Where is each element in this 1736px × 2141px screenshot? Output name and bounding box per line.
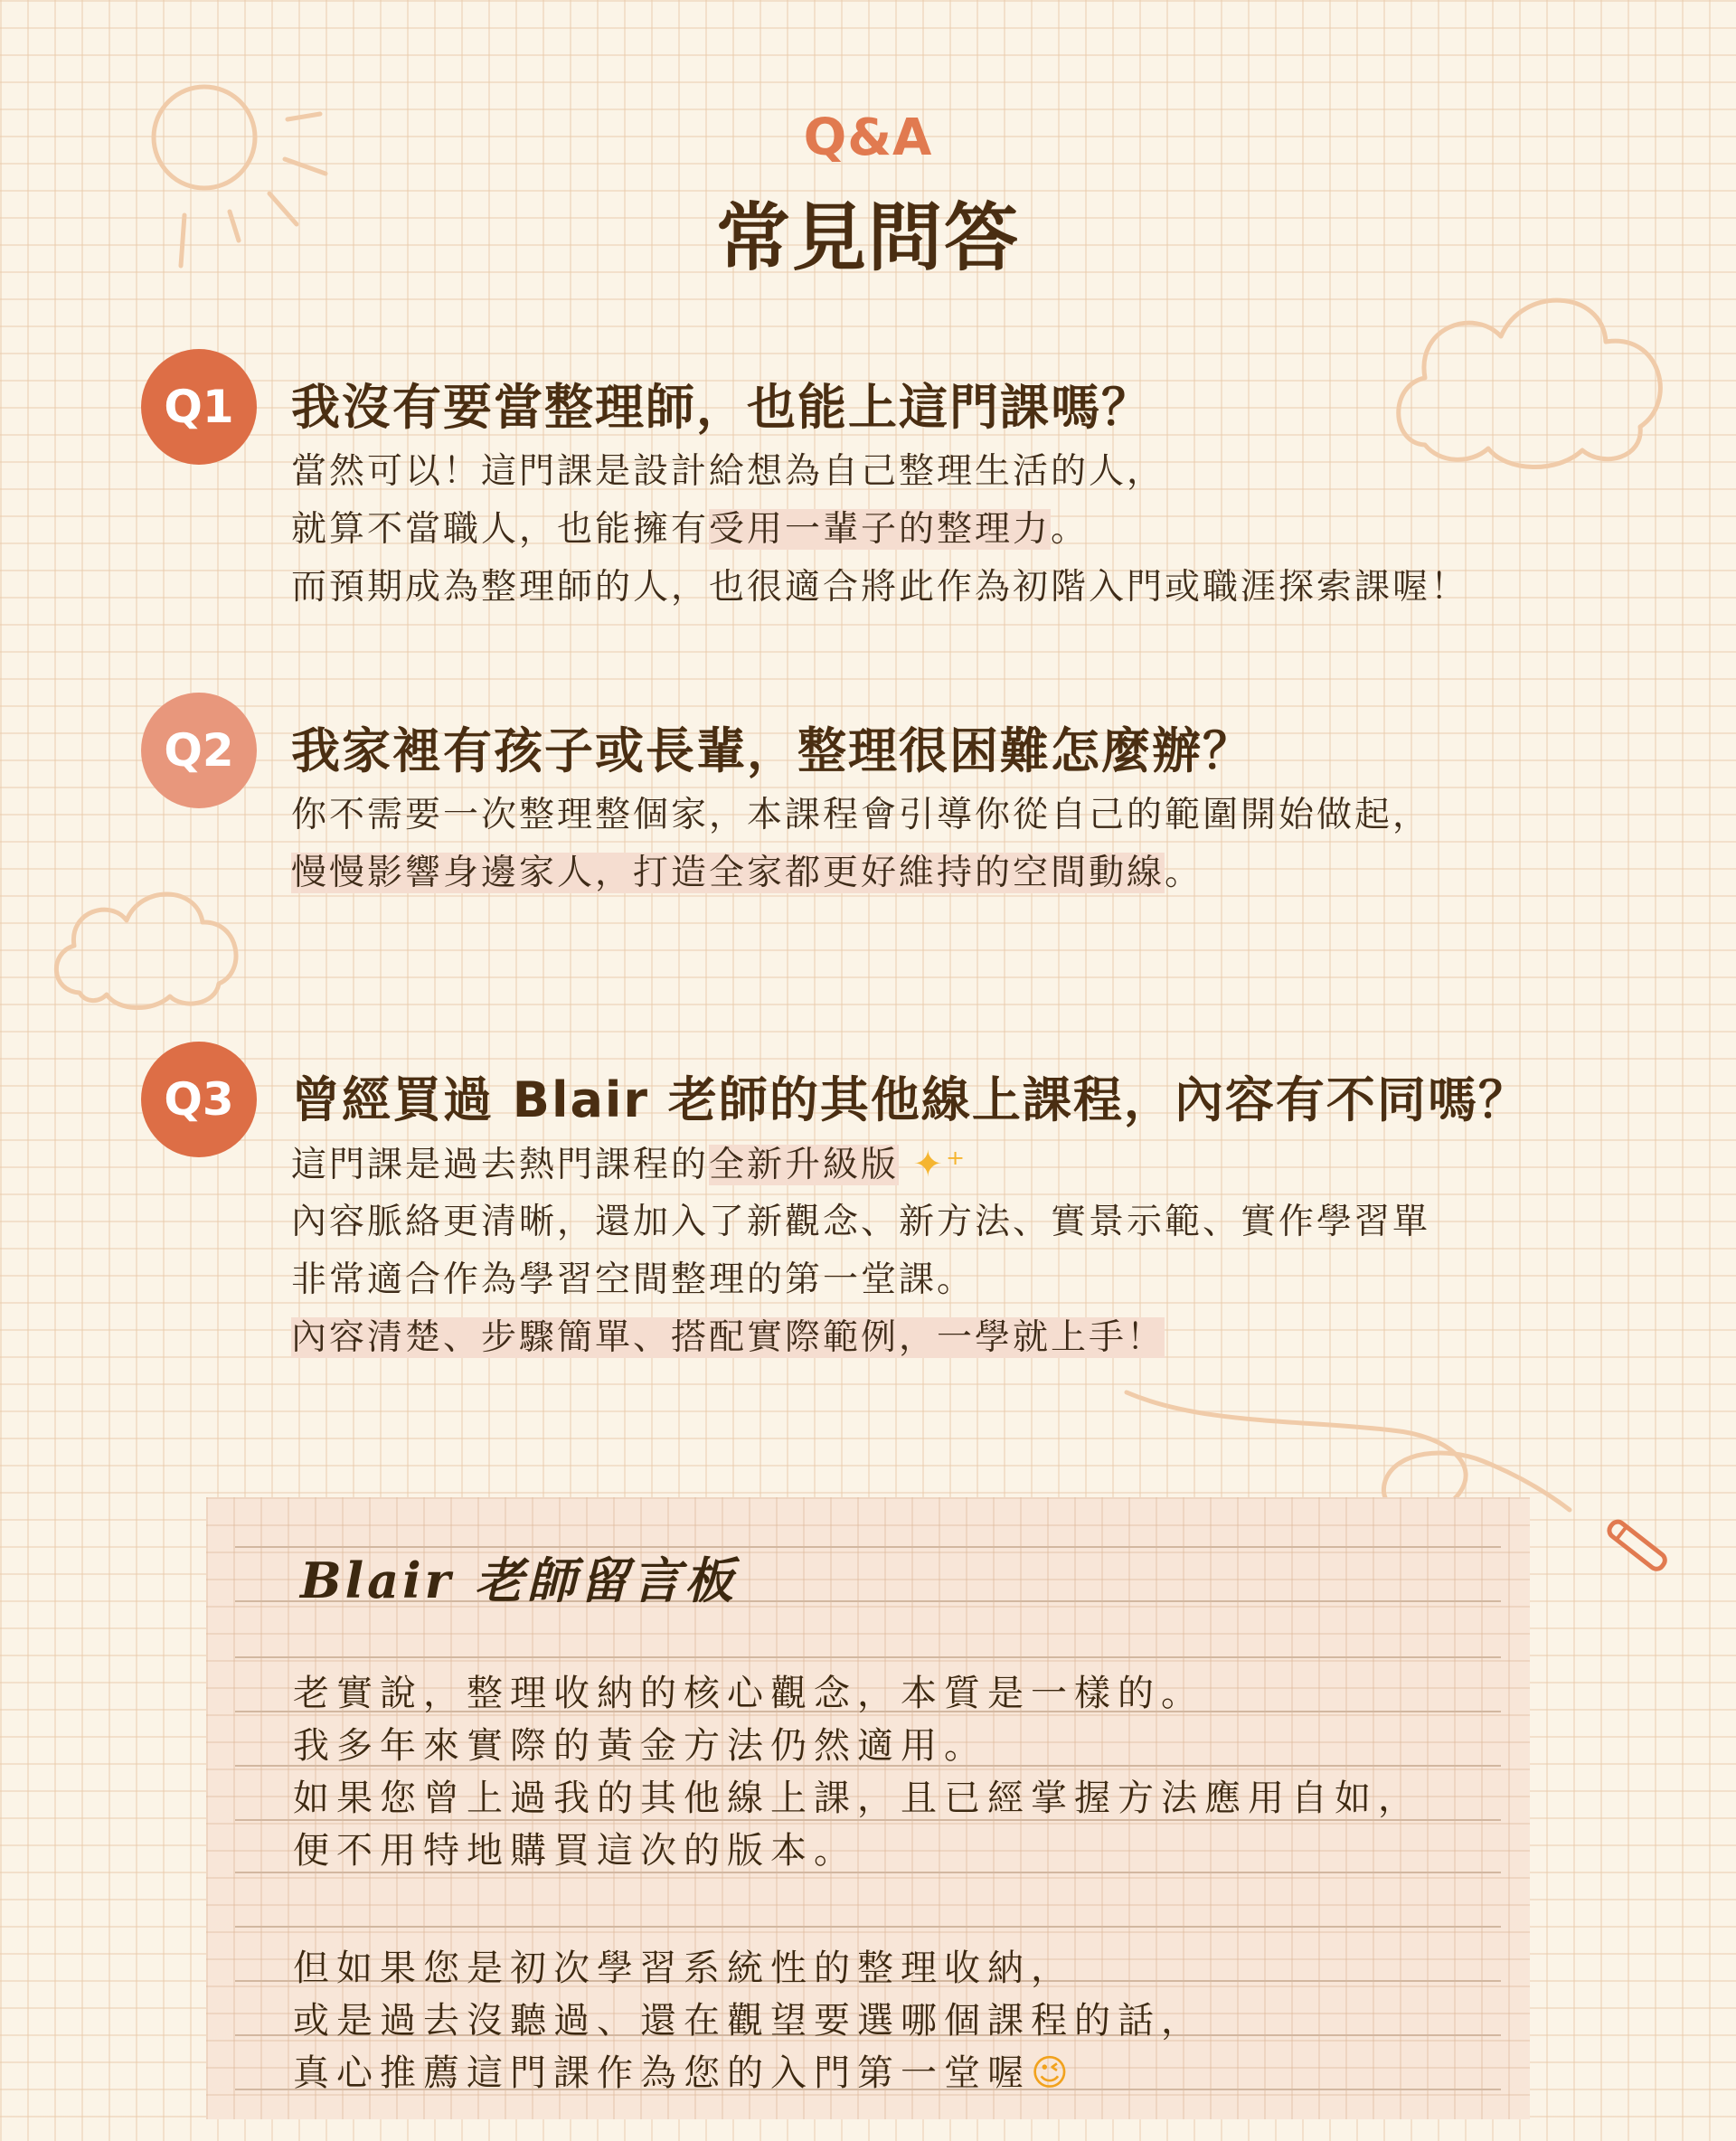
message-board — [206, 1497, 1530, 2119]
q3-answer-line-4 — [291, 1309, 1430, 1367]
q3-badge: Q3 — [141, 1042, 257, 1157]
q1-answer-line-2 — [291, 501, 1468, 559]
cloud-doodle-icon — [47, 881, 241, 1009]
q2-answer — [291, 787, 1430, 902]
q3-answer — [291, 1136, 1430, 1367]
q2-badge: Q2 — [141, 693, 257, 808]
q1-answer — [291, 443, 1468, 617]
board-line: 便不用特地購買這次的版本。 — [293, 1830, 857, 1872]
board-line: 但如果您是初次學習系統性的整理收納， — [293, 1948, 1074, 1989]
board-line: 老實說，整理收納的核心觀念，本質是一樣的。 — [293, 1673, 1204, 1714]
board-rule — [235, 1926, 1501, 1928]
board-rule — [235, 1656, 1501, 1658]
board-paragraph-1 — [293, 1667, 1421, 1877]
qa-kicker: Q&A — [803, 108, 933, 167]
q2-answer-line-2 — [291, 844, 1430, 902]
q1-answer-line-1: 當然可以！這門課是設計給想為自己整理生活的人， — [291, 451, 1165, 492]
q3-answer-line-1-pre: 這門課是過去熱門課程的 — [291, 1145, 710, 1185]
q3-answer-highlight-summary: 內容清楚、步驟簡單、搭配實際範例，一學就上手！ — [291, 1317, 1165, 1358]
q1-badge: Q1 — [141, 349, 257, 465]
board-line: 如果您曾上過我的其他線上課，且已經掌握方法應用自如， — [293, 1778, 1421, 1819]
q3-answer-line-3: 非常適合作為學習空間整理的第一堂課。 — [291, 1259, 976, 1300]
board-line: 或是過去沒聽過、還在觀望要選哪個課程的話， — [293, 2000, 1204, 2042]
q3-answer-line-2: 內容脈絡更清晰，還加入了新觀念、新方法、實景示範、實作學習單 — [291, 1202, 1431, 1242]
board-title: Blair 老師留言板 — [300, 1552, 737, 1609]
q3-answer-line-1 — [291, 1136, 1430, 1193]
q1-answer-highlight: 受用一輩子的整理力 — [709, 509, 1052, 550]
board-line: 我多年來實際的黃金方法仍然適用。 — [293, 1725, 987, 1767]
q1-answer-line-2-pre: 就算不當職人，也能擁有 — [291, 509, 710, 550]
q1-answer-line-3: 而預期成為整理師的人，也很適合將此作為初階入門或職涯探索課喔！ — [291, 567, 1469, 608]
q3-question: 曾經買過 Blair 老師的其他線上課程，內容有不同嗎？ — [291, 1071, 1529, 1128]
q1-question: 我沒有要當整理師，也能上這門課嗎？ — [291, 379, 1152, 436]
winking-face-icon: 😉 — [1031, 2052, 1076, 2094]
q2-question: 我家裡有孩子或長輩，整理很困難怎麼辦？ — [291, 722, 1253, 779]
sparkle-icon: ✦⁺ — [912, 1144, 968, 1185]
board-closing-text: 真心推薦這門課作為您的入門第一堂喔 — [293, 2052, 1031, 2094]
board-line — [293, 2047, 1204, 2099]
page-title: 常見問答 — [715, 195, 1020, 281]
q2-answer-line-2-post: 。 — [1165, 853, 1203, 893]
q3-answer-highlight-upgrade: 全新升級版 — [709, 1145, 900, 1185]
q2-answer-line-1: 你不需要一次整理整個家，本課程會引導你從自己的範圍開始做起， — [291, 795, 1431, 835]
q1-answer-line-2-post: 。 — [1051, 509, 1090, 550]
chalk-stick-icon — [1600, 1510, 1673, 1582]
q2-answer-highlight: 慢慢影響身邊家人，打造全家都更好維持的空間動線 — [291, 853, 1165, 893]
board-paragraph-2 — [293, 1942, 1204, 2099]
